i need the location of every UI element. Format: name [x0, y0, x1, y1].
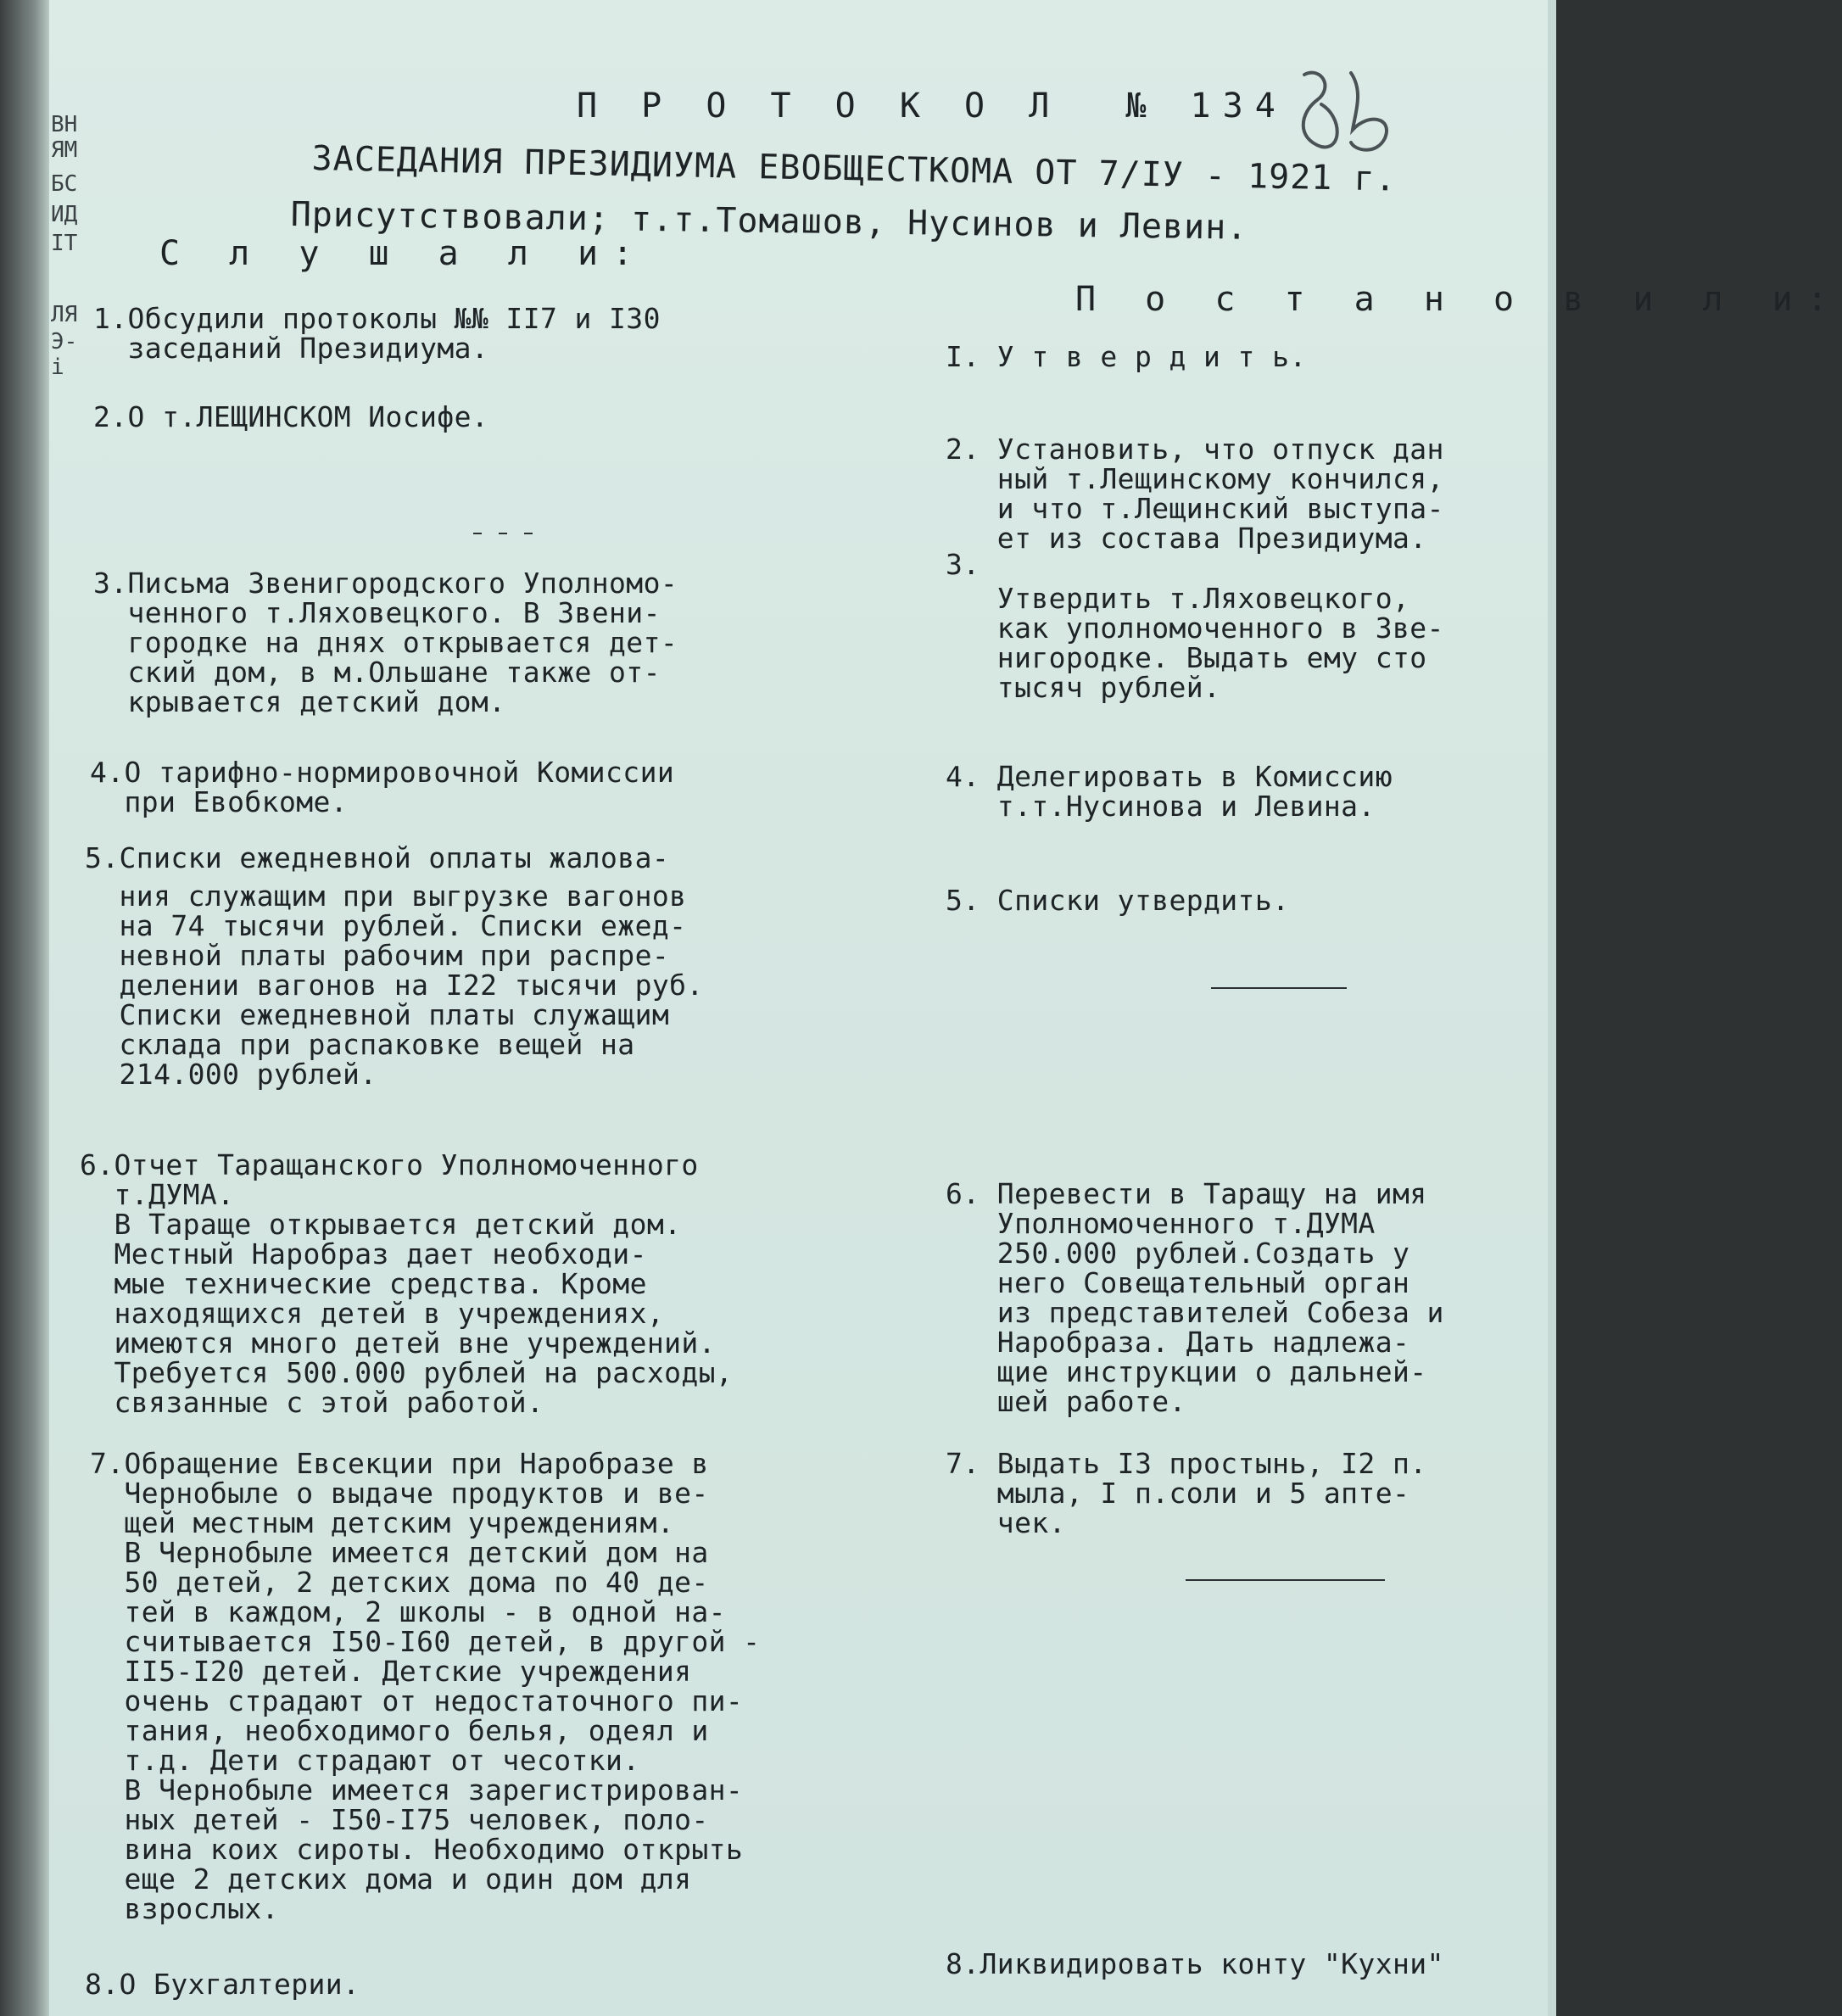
heard-line: 1.Обсудили протоколы №№ II7 и I30	[93, 302, 661, 335]
decided-line: шей работе.	[946, 1385, 1186, 1418]
heard-line: вина коих сироты. Необходимо открыть	[90, 1833, 744, 1866]
decided-line: щие инструкции о дальней-	[946, 1355, 1427, 1388]
separator-dash	[473, 533, 482, 534]
margin-fragment: ЛЯ	[51, 302, 78, 327]
heard-line: еще 2 детских дома и один дом для	[90, 1862, 692, 1896]
separator-dash	[524, 533, 533, 534]
decided-line: 250.000 рублей.Создать у	[946, 1237, 1410, 1270]
margin-fragment: БС	[51, 171, 78, 197]
decided-line: из представителей Собеза и	[946, 1296, 1444, 1329]
heard-line: невной платы рабочим при распре-	[85, 939, 670, 972]
margin-fragment: ВН	[51, 112, 78, 137]
decided-line: 5. Списки утвердить.	[946, 884, 1290, 917]
present-line: Присутствовали; т.т.Томашов, Нусинов и Левин.	[290, 195, 1248, 248]
decided-line: 6. Перевести в Таращу на имя	[946, 1177, 1427, 1210]
decided-line: и что т.Лещинский выступа-	[946, 492, 1444, 525]
heard-line: ский дом, в м.Ольшане также от-	[93, 656, 661, 689]
heard-line: 2.О т.ЛЕЩИНСКОМ Иосифе.	[93, 400, 489, 433]
heard-line: 8.О Бухгалтерии.	[85, 1968, 360, 2001]
heard-line: склада при распаковке вещей на	[85, 1028, 635, 1061]
margin-fragment: Э-	[51, 329, 78, 355]
heard-line: заседаний Президиума.	[93, 332, 489, 365]
heard-line: ных детей - I50-I75 человек, поло-	[90, 1803, 709, 1836]
handwritten-page-number	[1283, 66, 1410, 159]
heard-heading: С л у ш а л и:	[159, 234, 648, 273]
decided-line: т.т.Нусинова и Левина.	[946, 790, 1376, 823]
heard-line: Местный Наробраз дает необходи-	[80, 1237, 647, 1270]
decided-line: ный т.Лещинскому кончился,	[946, 462, 1444, 495]
heard-line: считывается I50-I60 детей, в другой -	[90, 1625, 761, 1658]
heard-line: 50 детей, 2 детских дома по 40 де-	[90, 1566, 709, 1599]
heard-line: щей местным детским учреждениям.	[90, 1506, 675, 1539]
decided-line: 3.	[946, 548, 980, 581]
heard-line: 6.Отчет Таращанского Уполномоченного	[80, 1148, 699, 1181]
heard-line: ченного т.Ляховецкого. В Звени-	[93, 596, 661, 629]
heard-line: находящихся детей в учреждениях,	[80, 1297, 665, 1330]
heard-line: на 74 тысячи рублей. Списки ежед-	[85, 909, 687, 942]
heard-line: ния служащим при выгрузке вагонов	[85, 880, 687, 913]
heard-line: крывается детский дом.	[93, 685, 506, 718]
decided-line: I. У т в е р д и т ь.	[946, 340, 1307, 373]
heard-line: 3.Письма Звенигородского Уполномо-	[93, 567, 678, 600]
decided-line: Наробраза. Дать надлежа-	[946, 1326, 1410, 1359]
decided-line: Уполномоченного т.ДУМА	[946, 1207, 1376, 1240]
meeting-subtitle: ЗАСЕДАНИЯ ПРЕЗИДИУМА ЕВОБЩЕСТКОМА ОТ 7/IУ - 1921 г.	[311, 139, 1398, 199]
heard-line: при Евобкоме.	[90, 785, 349, 818]
heard-line: тей в каждом, 2 школы - в одной на-	[90, 1595, 726, 1628]
heard-line: т.д. Дети страдают от чесотки.	[90, 1744, 640, 1777]
decided-line: 7. Выдать I3 простынь, I2 п.	[946, 1447, 1427, 1480]
decided-line: 8.Ликвидировать конту "Кухни"	[946, 1947, 1444, 1980]
page-left-edge	[0, 0, 49, 2016]
heard-line: взрослых.	[90, 1892, 279, 1925]
separator-dash	[1211, 987, 1347, 989]
margin-fragment: ИД	[51, 202, 78, 227]
document-sheet	[49, 0, 1842, 2016]
heard-line: Чернобыле о выдаче продуктов и ве-	[90, 1477, 709, 1510]
decided-line: 4. Делегировать в Комиссию	[946, 760, 1393, 793]
heard-line: Списки ежедневной платы служащим	[85, 998, 670, 1031]
heard-line: имеются много детей вне учреждений.	[80, 1326, 716, 1360]
heard-line: В Чернобыле имеется зарегистрирован-	[90, 1773, 744, 1807]
decided-line: 2. Установить, что отпуск дан	[946, 433, 1444, 466]
heard-line: 5.Списки ежедневной оплаты жалова-	[85, 841, 670, 874]
margin-fragment: ІТ	[51, 231, 78, 256]
margin-fragment: ЯМ	[51, 137, 78, 163]
heard-line: II5-I20 детей. Детские учреждения	[90, 1655, 692, 1688]
margin-fragment: і	[51, 355, 64, 380]
decided-line: как уполномоченного в Зве-	[946, 612, 1444, 645]
heard-line: 7.Обращение Евсекции при Наробразе в	[90, 1447, 709, 1480]
heard-line: делении вагонов на I22 тысячи руб.	[85, 969, 704, 1002]
heard-line: тания, необходимого белья, одеял и	[90, 1714, 709, 1747]
heard-line: 4.О тарифно-нормировочной Комиссии	[90, 756, 675, 789]
decided-line: тысяч рублей.	[946, 671, 1221, 704]
heard-line: городке на днях открывается дет-	[93, 626, 678, 659]
separator-dash	[1186, 1579, 1385, 1581]
heard-line: связанные с этой работой.	[80, 1386, 544, 1419]
decided-line: чек.	[946, 1506, 1066, 1539]
decided-line: мыла, I п.соли и 5 апте-	[946, 1477, 1410, 1510]
heard-line: т.ДУМА.	[80, 1178, 235, 1211]
heard-line: 214.000 рублей.	[85, 1058, 377, 1091]
heard-line: В Тараще открывается детский дом.	[80, 1208, 682, 1241]
decided-line: него Совещательный орган	[946, 1266, 1410, 1299]
protocol-title: П Р О Т О К О Л № 134	[577, 87, 1287, 126]
decided-line: нигородке. Выдать ему сто	[946, 641, 1427, 674]
decided-heading: П о с т а н о в и л и:	[1075, 280, 1842, 319]
separator-dash	[499, 533, 507, 534]
decided-line: Утвердить т.Ляховецкого,	[946, 582, 1410, 615]
heard-line: Требуется 500.000 рублей на расходы,	[80, 1356, 734, 1389]
heard-line: В Чернобыле имеется детский дом на	[90, 1536, 709, 1569]
heard-line: очень страдают от недостаточного пи-	[90, 1684, 744, 1717]
heard-line: мые технические средства. Кроме	[80, 1267, 647, 1300]
decided-line: ет из состава Президиума.	[946, 522, 1427, 555]
